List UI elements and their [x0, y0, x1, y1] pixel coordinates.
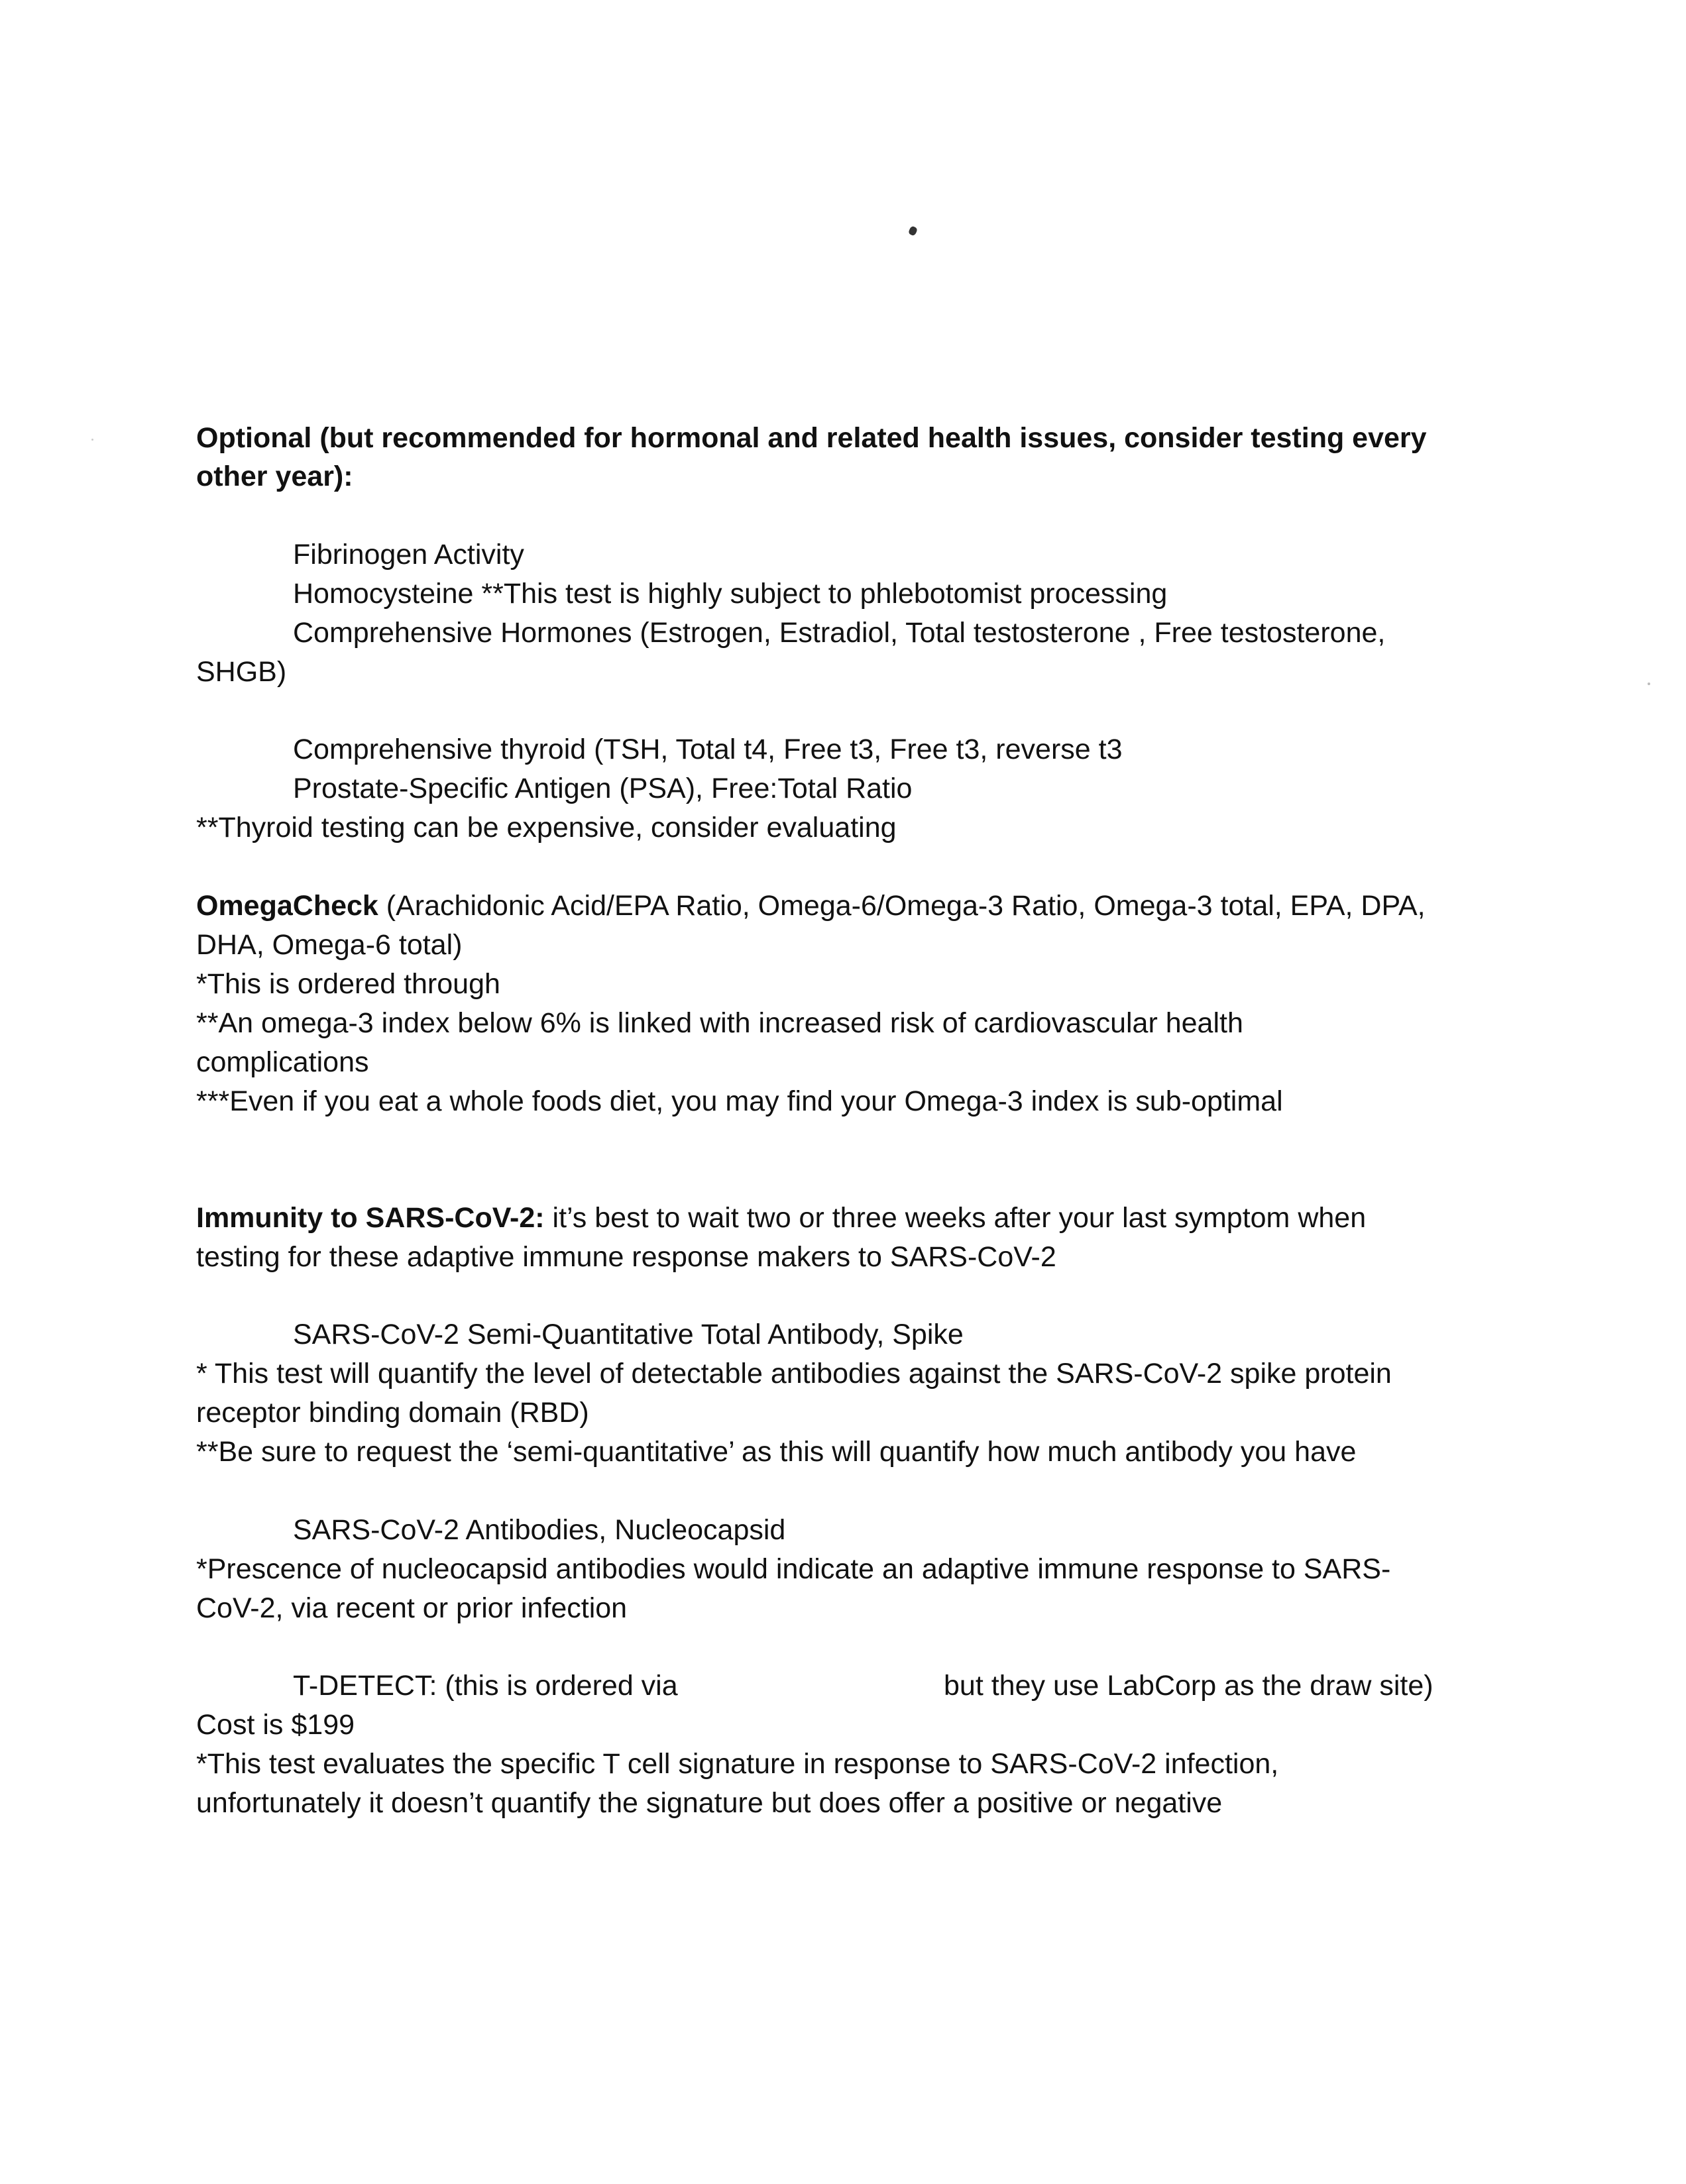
immunity-line — [196, 1201, 1366, 1234]
omega-description: (Arachidonic Acid/EPA Ratio, Omega-6/Omega-3 Ratio, Omega-3 total, EPA, DPA, — [378, 890, 1426, 922]
scan-speck — [1648, 682, 1650, 685]
scan-speck — [908, 225, 918, 236]
nucleocapsid-note-cont: CoV-2, via recent or prior infection — [196, 1592, 628, 1624]
omega-note-3: ***Even if you eat a whole foods diet, you may find your Omega-3 index is sub-optimal — [196, 1085, 1283, 1117]
tdetect-note-cont: unfortunately it doesn’t quantify the signature but does offer a positive or negative — [196, 1787, 1223, 1819]
omega-note-1: *This is ordered through — [196, 968, 500, 1000]
spike-note-1: * This test will quantify the level of detectable antibodies against the SARS-CoV-2 spike protein — [196, 1358, 1392, 1390]
test-homocysteine: Homocysteine **This test is highly subject to phlebotomist processing — [293, 578, 1168, 610]
test-tdetect: T-DETECT: (this is ordered via — [293, 1670, 678, 1702]
tdetect-cost: Cost is $199 — [196, 1709, 355, 1741]
nucleocapsid-note: *Prescence of nucleocapsid antibodies would indicate an adaptive immune response to SARS- — [196, 1553, 1391, 1585]
test-hormones: Comprehensive Hormones (Estrogen, Estradiol, Total testosterone , Free testosterone, — [293, 617, 1386, 649]
spike-note-1-cont: receptor binding domain (RBD) — [196, 1397, 589, 1429]
tdetect-draw-site: but they use LabCorp as the draw site) — [944, 1670, 1433, 1702]
tdetect-note: *This test evaluates the specific T cell signature in response to SARS-CoV-2 infection, — [196, 1748, 1279, 1780]
scan-speck — [91, 439, 93, 441]
omega-note-2-cont: complications — [196, 1046, 369, 1078]
spike-note-2: **Be sure to request the ‘semi-quantitative’ as this will quantify how much antibody you have — [196, 1436, 1357, 1468]
immunity-title: Immunity to SARS-CoV-2: — [196, 1202, 545, 1234]
omega-description-cont: DHA, Omega-6 total) — [196, 929, 463, 961]
omega-line — [196, 889, 1426, 922]
test-spike-antibody: SARS-CoV-2 Semi-Quantitative Total Antibody, Spike — [293, 1319, 964, 1350]
test-psa: Prostate-Specific Antigen (PSA), Free:Total Ratio — [293, 773, 913, 804]
omega-title: OmegaCheck — [196, 890, 378, 922]
test-hormones-cont: SHGB) — [196, 656, 287, 688]
optional-heading-cont: other year): — [196, 461, 353, 492]
test-fibrinogen: Fibrinogen Activity — [293, 539, 524, 571]
thyroid-note: **Thyroid testing can be expensive, consider evaluating — [196, 812, 897, 844]
omega-note-2: **An omega-3 index below 6% is linked with increased risk of cardiovascular health — [196, 1007, 1243, 1039]
test-thyroid: Comprehensive thyroid (TSH, Total t4, Free t3, Free t3, reverse t3 — [293, 734, 1123, 765]
test-nucleocapsid: SARS-CoV-2 Antibodies, Nucleocapsid — [293, 1514, 786, 1546]
immunity-intro-cont: testing for these adaptive immune response makers to SARS-CoV-2 — [196, 1241, 1056, 1273]
optional-heading: Optional (but recommended for hormonal and related health issues, consider testing every — [196, 422, 1427, 454]
immunity-intro: it’s best to wait two or three weeks after your last symptom when — [544, 1202, 1367, 1234]
